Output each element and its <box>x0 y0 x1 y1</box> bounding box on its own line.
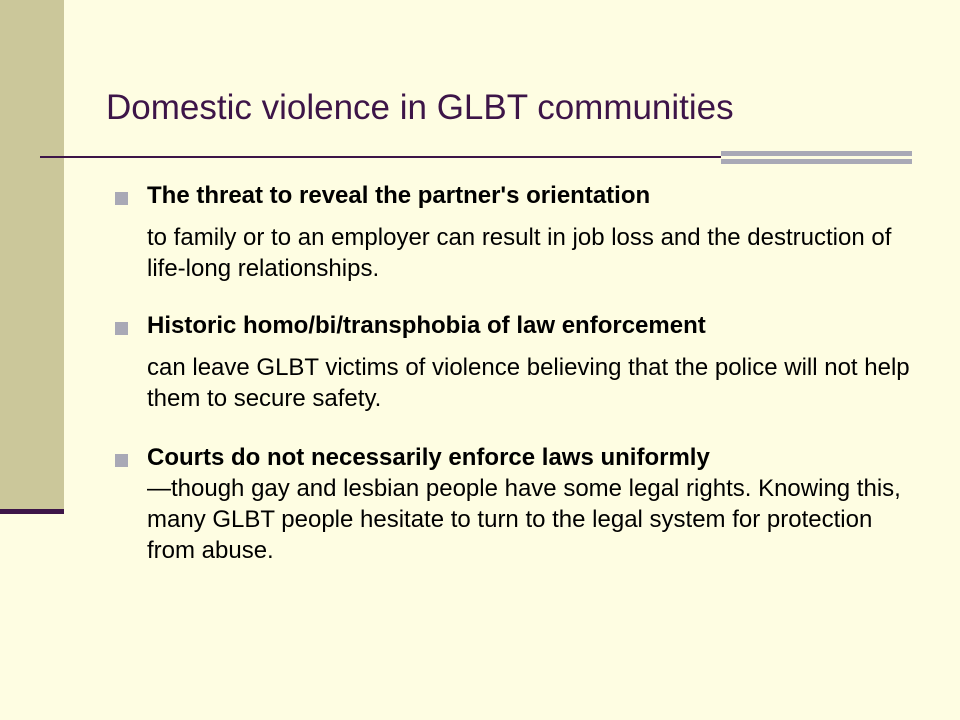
bullet-heading: Courts do not necessarily enforce laws uniformly <box>147 444 710 471</box>
square-bullet-icon <box>115 192 128 205</box>
side-decorative-bar <box>0 0 64 510</box>
side-bar-underline <box>0 509 64 514</box>
bullet-body: to family or to an employer can result in job loss and the destruction of life-long relationships. <box>147 224 892 282</box>
bullet-body: —though gay and lesbian people have some legal rights. Knowing this, many GLBT people hesitate to turn to the legal system for protection from abuse. <box>147 475 901 564</box>
bullet-heading: The threat to reveal the partner's orientation <box>147 182 651 209</box>
square-bullet-icon <box>115 322 128 335</box>
bullet-item <box>112 310 912 414</box>
square-bullet-icon <box>115 454 128 467</box>
bullet-body: can leave GLBT victims of violence believing that the police will not help them to secure safety. <box>147 354 910 412</box>
bullet-item <box>112 180 912 284</box>
bullet-heading: Historic homo/bi/transphobia of law enforcement <box>147 312 706 339</box>
title-accent-bar <box>721 151 912 164</box>
slide-title: Domestic violence in GLBT communities <box>106 88 734 127</box>
bullet-item <box>112 442 912 566</box>
bullet-list <box>112 180 912 590</box>
